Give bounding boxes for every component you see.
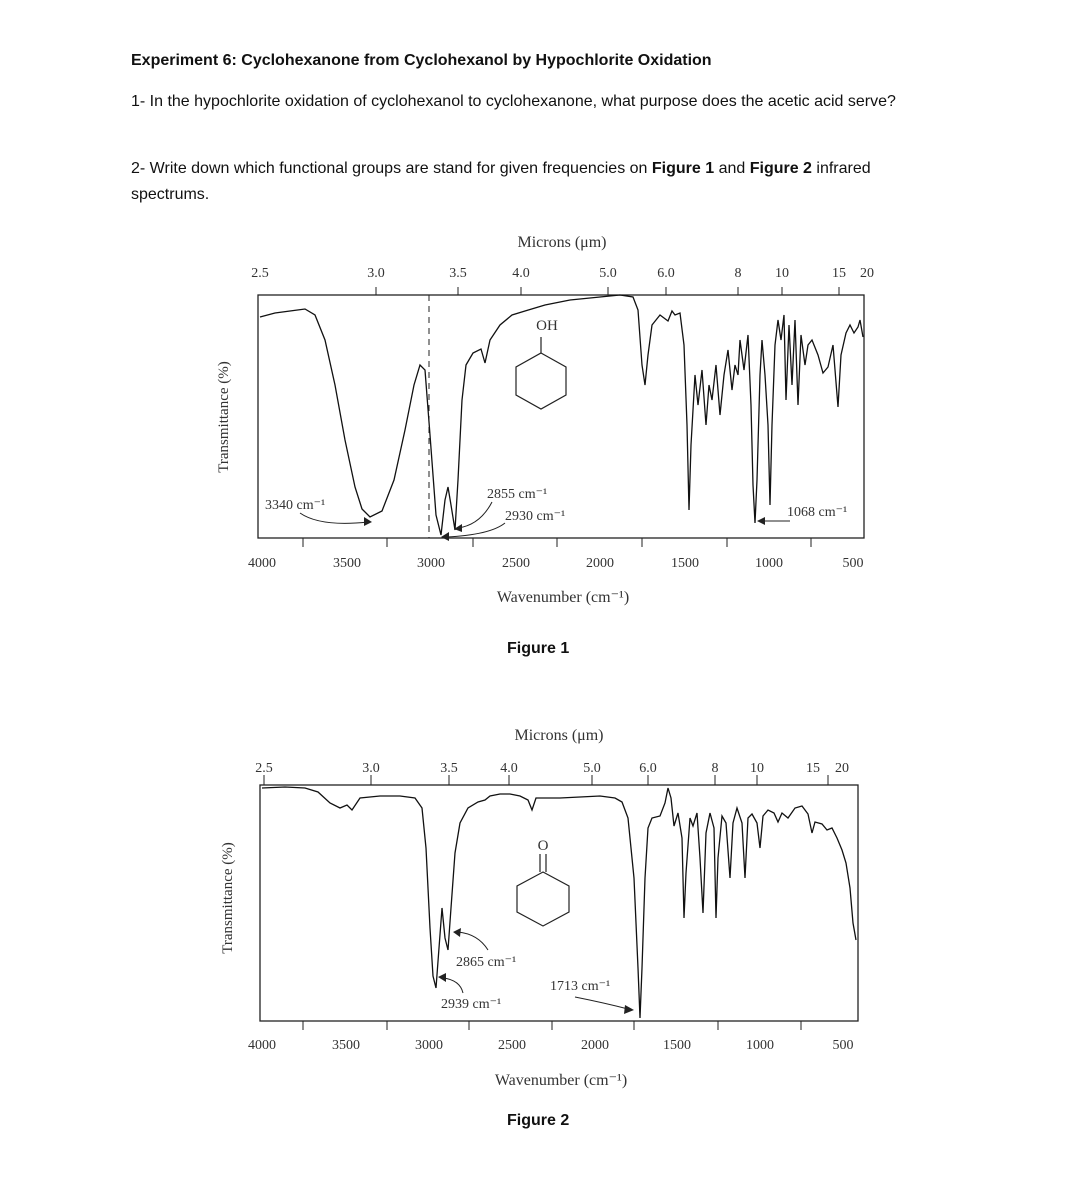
fig2-top-tick: 10 <box>750 761 764 776</box>
question-1: 1- In the hypochlorite oxidation of cyclohexanol to cyclohexanone, what purpose does the acetic acid serve? <box>131 93 896 110</box>
fig1-bottom-tick: 3000 <box>417 556 445 571</box>
fig1-annotation-2930: 2930 cm⁻¹ <box>505 509 566 524</box>
fig1-top-tick: 8 <box>734 266 742 281</box>
fig1-top-tick: 15 <box>832 266 846 281</box>
fig1-arrowhead-3340 <box>364 517 372 526</box>
fig1-bottom-tick: 500 <box>842 556 864 571</box>
question-2-text-a: 2- Write down which functional groups are stand for given frequencies on <box>131 160 652 177</box>
fig1-bottom-tick: 2000 <box>586 556 614 571</box>
fig1-top-tick: 5.0 <box>599 266 617 281</box>
fig1-arrow-3340 <box>300 513 368 523</box>
fig2-arrowhead-1713 <box>624 1005 634 1014</box>
fig1-top-axis-title: Microns (μm) <box>517 234 607 251</box>
fig1-top-tick: 3.0 <box>367 266 385 281</box>
question-2-fig1-ref: Figure 1 <box>651 160 715 177</box>
fig1-bottom-tick: 2500 <box>502 556 530 571</box>
fig2-bottom-tick: 3000 <box>415 1038 443 1053</box>
fig2-arrow-2865 <box>458 932 488 950</box>
fig2-top-axis-title: Microns (μm) <box>514 727 604 744</box>
document-title: Experiment 6: Cyclohexanone from Cyclohexanol by Hypochlorite Oxidation <box>131 52 712 69</box>
fig2-top-tick: 2.5 <box>255 761 273 776</box>
ir-spectrum-figure-1 <box>0 225 1080 615</box>
fig1-top-tick: 6.0 <box>657 266 675 281</box>
fig1-top-tick: 3.5 <box>449 266 467 281</box>
fig2-x-axis-label: Wavenumber (cm⁻¹) <box>494 1072 628 1089</box>
fig2-molecule-o-label: O <box>537 838 549 854</box>
fig2-bottom-tick: 2500 <box>498 1038 526 1053</box>
fig1-bottom-tick: 1500 <box>671 556 699 571</box>
fig1-bottom-tick-marks <box>303 538 811 547</box>
figure-2-caption: Figure 2 <box>507 1112 570 1129</box>
fig1-x-axis-label: Wavenumber (cm⁻¹) <box>496 589 630 606</box>
fig1-top-tick: 2.5 <box>251 266 269 281</box>
fig2-top-tick: 15 <box>806 761 820 776</box>
fig2-y-axis-label: Transmittance (%) <box>220 842 236 954</box>
fig2-top-tick: 6.0 <box>639 761 657 776</box>
fig2-bottom-tick: 500 <box>832 1038 854 1053</box>
fig1-annotation-2855: 2855 cm⁻¹ <box>487 487 548 502</box>
fig1-arrowhead-1068 <box>757 517 765 525</box>
fig1-arrow-2855 <box>458 502 492 528</box>
fig2-top-tick-marks <box>264 775 828 785</box>
fig1-annotation-3340: 3340 cm⁻¹ <box>265 498 326 513</box>
fig2-bottom-tick: 2000 <box>581 1038 609 1053</box>
fig2-arrowhead-2939 <box>438 973 446 982</box>
question-2-text-b: and <box>714 160 750 177</box>
fig1-top-tick: 4.0 <box>512 266 530 281</box>
fig1-spectrum-trace <box>260 295 863 535</box>
fig1-bottom-tick: 3500 <box>333 556 361 571</box>
fig2-top-tick: 8 <box>711 761 719 776</box>
fig2-bottom-tick: 1000 <box>746 1038 774 1053</box>
fig1-y-axis-label: Transmittance (%) <box>216 361 232 473</box>
fig1-annotation-1068: 1068 cm⁻¹ <box>787 505 848 520</box>
fig1-top-tick: 10 <box>775 266 789 281</box>
fig2-annotation-2939: 2939 cm⁻¹ <box>441 997 502 1012</box>
fig2-arrow-1713 <box>575 997 628 1009</box>
cyclohexanone-structure <box>517 872 569 926</box>
ir-spectrum-figure-2 <box>0 718 1080 1098</box>
fig2-arrowhead-2865 <box>453 928 461 937</box>
fig2-bottom-tick: 3500 <box>332 1038 360 1053</box>
fig2-top-tick: 3.0 <box>362 761 380 776</box>
fig2-top-tick: 5.0 <box>583 761 601 776</box>
fig1-bottom-tick: 1000 <box>755 556 783 571</box>
fig1-plot-frame <box>258 295 864 538</box>
fig2-bottom-tick: 1500 <box>663 1038 691 1053</box>
fig1-arrowhead-2930 <box>441 532 449 541</box>
question-2 <box>131 156 931 208</box>
fig2-top-tick: 4.0 <box>500 761 518 776</box>
fig1-top-tick: 20 <box>860 266 874 281</box>
figure-1-caption: Figure 1 <box>507 640 570 657</box>
fig2-bottom-tick-marks <box>303 1021 801 1030</box>
question-2-text-c: infrared spectrums. <box>131 160 871 203</box>
fig1-molecule-oh-label: OH <box>536 318 558 334</box>
fig2-bottom-tick: 4000 <box>248 1038 276 1053</box>
fig2-top-tick: 3.5 <box>440 761 458 776</box>
fig2-top-tick: 20 <box>835 761 849 776</box>
fig1-top-tick-marks <box>376 287 839 295</box>
fig1-bottom-tick: 4000 <box>248 556 276 571</box>
fig2-annotation-2865: 2865 cm⁻¹ <box>456 955 517 970</box>
fig2-annotation-1713: 1713 cm⁻¹ <box>550 979 611 994</box>
cyclohexanol-structure <box>516 353 566 409</box>
question-2-fig2-ref: Figure 2 <box>749 160 812 177</box>
